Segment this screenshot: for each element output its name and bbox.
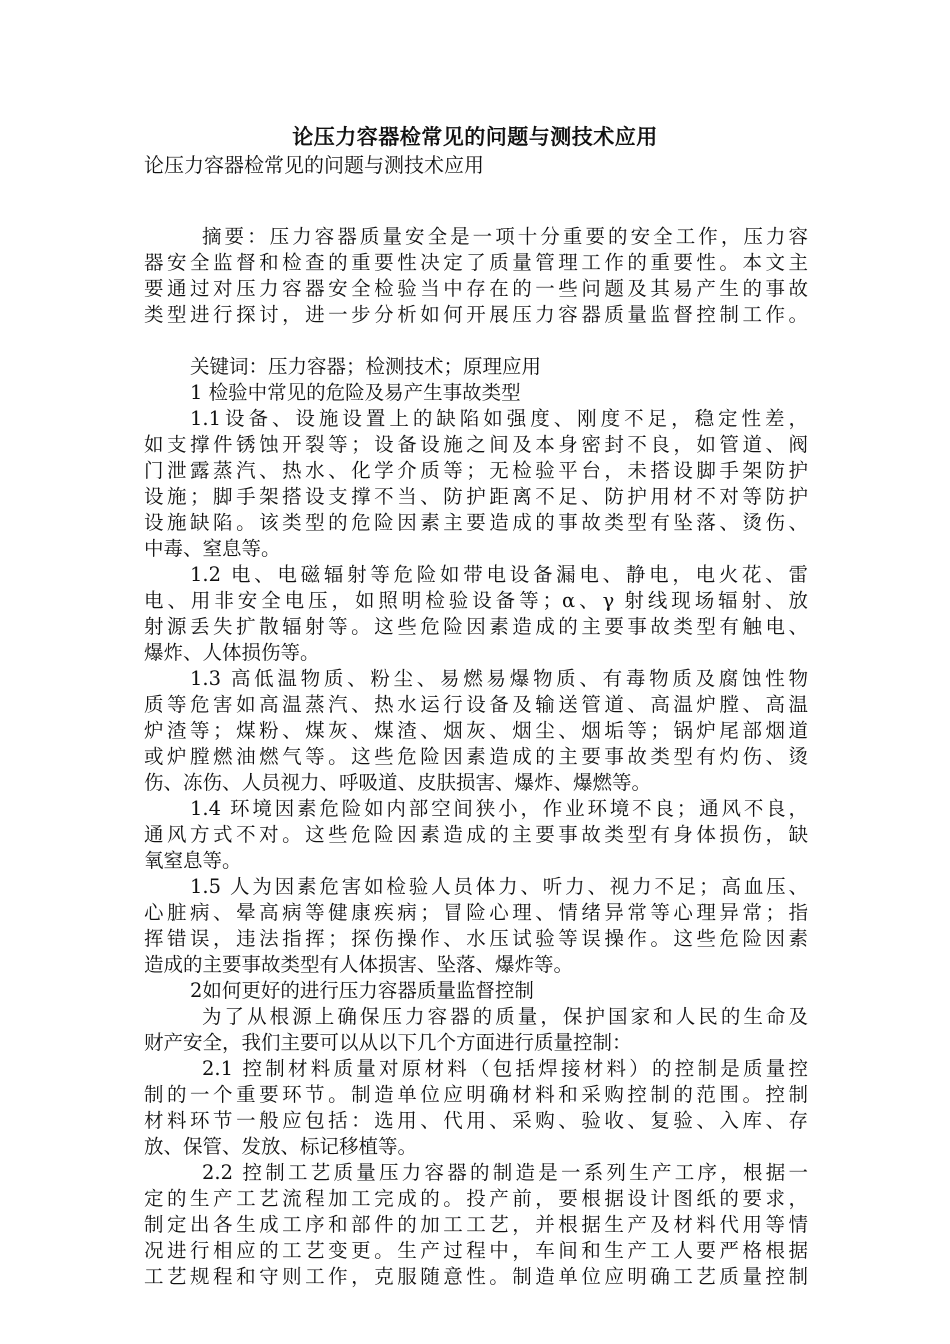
paragraph-line: 1.4 环境因素危险如内部空间狭小，作业环境不良；通风不良，: [190, 797, 808, 820]
paragraph-line: 设施；脚手架搭设支撑不当、防护距离不足、防护用材不对等防护: [144, 485, 808, 508]
paragraph-line: 质等危害如高温蒸汽、热水运行设备及输送管道、高温炉膛、高温: [144, 693, 808, 716]
spacer: [144, 328, 808, 354]
paragraph-line: 制的一个重要环节。制造单位应明确材料和采购控制的范围。控制: [144, 1083, 808, 1106]
paragraph-line: 定的生产工艺流程加工完成的。投产前，要根据设计图纸的要求，: [144, 1187, 808, 1210]
paragraph-line: 中毒、窒息等。: [144, 537, 281, 560]
paragraph-line: 射源丢失扩散辐射等。这些危险因素造成的主要事故类型有触电、: [144, 615, 808, 638]
paragraph-line: 况进行相应的工艺变更。生产过程中，车间和生产工人要严格根据: [144, 1239, 808, 1262]
paragraph-line: 制定出各生成工序和部件的加工工艺，并根据生产及材料代用等情: [144, 1213, 808, 1236]
paragraph-line: 氧窒息等。: [144, 849, 242, 872]
document-title: 论压力容器检常见的问题与测技术应用: [292, 124, 658, 149]
section-heading-1: 1 检验中常见的危险及易产生事故类型: [190, 381, 521, 404]
paragraph-line: 爆炸、人体损伤等。: [144, 641, 320, 664]
paragraph-line: 工艺规程和守则工作，克服随意性。制造单位应明确工艺质量控制: [144, 1265, 808, 1288]
paragraph-1-3: [144, 666, 808, 796]
paragraph-1-5: [144, 874, 808, 978]
paragraph-line: 炉渣等；煤粉、煤灰、煤渣、烟灰、烟尘、烟垢等；锅炉尾部烟道: [144, 719, 808, 742]
abstract-paragraph: [144, 224, 808, 328]
paragraph-line: 2.2 控制工艺质量压力容器的制造是一系列生产工序，根据一: [202, 1161, 808, 1184]
paragraph-line: 造成的主要事故类型有人体损害、坠落、爆炸等。: [144, 953, 574, 976]
paragraph-line: 财产安全，我们主要可以从以下几个方面进行质量控制：: [144, 1031, 632, 1054]
paragraph-line: 1.1设备、设施设置上的缺陷如强度、刚度不足，稳定性差，: [190, 407, 808, 430]
paragraph-line: 或炉膛燃油燃气等。这些危险因素造成的主要事故类型有灼伤、烫: [144, 745, 808, 768]
keywords-line: 关键词：压力容器；检测技术；原理应用: [190, 355, 542, 378]
paragraph-line: 心脏病、晕高病等健康疾病；冒险心理、情绪异常等心理异常；指: [144, 901, 808, 924]
section-heading-2: 2如何更好的进行压力容器质量监督控制: [190, 979, 534, 1002]
abstract-line: 要通过对压力容器安全检验当中存在的一些问题及其易产生的事故: [144, 277, 808, 300]
abstract-line: 类型进行探讨，进一步分析如何开展压力容器质量监督控制工作。: [144, 303, 808, 326]
paragraph-line: 1.2 电、电磁辐射等危险如带电设备漏电、静电，电火花、雷: [190, 563, 808, 586]
paragraph-1-1: [144, 406, 808, 562]
paragraph-line: 1.3 高低温物质、粉尘、易燃易爆物质、有毒物质及腐蚀性物: [190, 667, 808, 690]
paragraph-line: 放、保管、发放、标记移植等。: [144, 1135, 418, 1158]
document-subtitle: 论压力容器检常见的问题与测技术应用: [144, 153, 484, 177]
paragraph-line: 电、用非安全电压，如照明检验设备等；α、γ 射线现场辐射、放: [144, 589, 808, 612]
paragraph-line: 为了从根源上确保压力容器的质量，保护国家和人民的生命及: [202, 1005, 808, 1028]
paragraph-line: 门泄露蒸汽、热水、化学介质等；无检验平台，未搭设脚手架防护: [144, 459, 808, 482]
abstract-line: 摘要：压力容器质量安全是一项十分重要的安全工作，压力容: [202, 225, 808, 248]
paragraph-line: 伤、冻伤、人员视力、呼吸道、皮肤损害、爆炸、爆燃等。: [144, 771, 652, 794]
paragraph-line: 如支撑件锈蚀开裂等；设备设施之间及本身密封不良，如管道、阀: [144, 433, 808, 456]
paragraph-2-intro: [144, 1004, 808, 1056]
paragraph-1-2: [144, 562, 808, 666]
paragraph-1-4: [144, 796, 808, 874]
document-body: [144, 198, 808, 1290]
paragraph-line: 1.5 人为因素危害如检验人员体力、听力、视力不足；高血压、: [190, 875, 808, 898]
paragraph-2-2: [144, 1160, 808, 1290]
paragraph-line: 材料环节一般应包括：选用、代用、采购、验收、复验、入库、存: [144, 1109, 808, 1132]
paragraph-line: 通风方式不对。这些危险因素造成的主要事故类型有身体损伤，缺: [144, 823, 808, 846]
spacer: [144, 198, 808, 224]
paragraph-line: 2.1 控制材料质量对原材料（包括焊接材料）的控制是质量控: [202, 1057, 808, 1080]
paragraph-line: 挥错误，违法指挥；探伤操作、水压试验等误操作。这些危险因素: [144, 927, 808, 950]
paragraph-line: 设施缺陷。该类型的危险因素主要造成的事故类型有坠落、烫伤、: [144, 511, 808, 534]
paragraph-2-1: [144, 1056, 808, 1160]
abstract-line: 器安全监督和检查的重要性决定了质量管理工作的重要性。本文主: [144, 251, 808, 274]
